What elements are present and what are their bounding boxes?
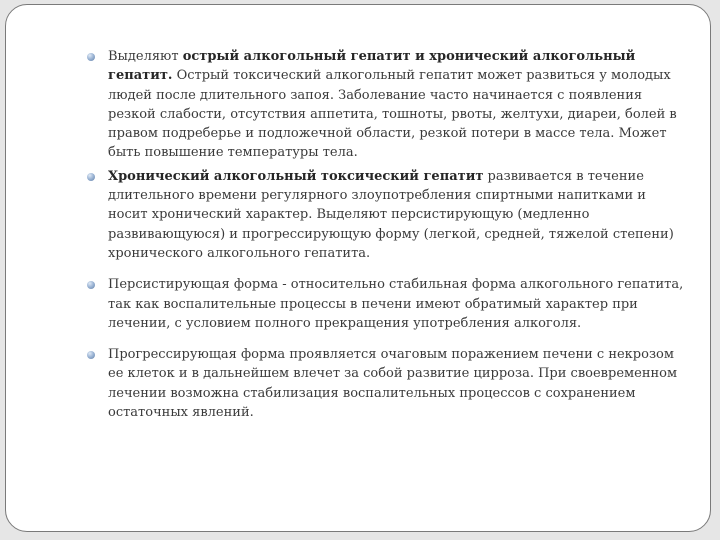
bullet-icon — [87, 281, 95, 289]
item-text-after: Острый токсический алкогольный гепатит может развиться у молодых людей после длительного запоя. Заболевание часто начинается с появления резкой слабости, отсутствия аппетита, тошноты, рвоты, желтухи, диареи, болей в правом подреберье и подложечной области, резкой потери в массе тела. Может быть повышение температуры тела. — [108, 68, 677, 161]
bullet-item-chronic-toxic — [84, 167, 684, 263]
item-text-before: Прогрессирующая форма проявляется очаговым поражением печени с некрозом ее клеток и в дальнейшем влечет за собой развитие цирроза. При своевременном лечении возможна стабилизация воспалительных процессов с сохранением остаточных явлений. — [108, 347, 678, 421]
item-text-before: Персистирующая форма - относительно стабильная форма алкогольного гепатита, так как воспалительные процессы в печени имеют обратимый характер при лечении, с условием полного прекращения употребления алкоголя. — [108, 277, 684, 331]
bullet-item-progressive-form — [84, 345, 684, 422]
bullet-icon — [87, 53, 95, 61]
slide — [5, 4, 711, 532]
bullet-item-acute-and-chronic — [84, 47, 684, 163]
bullet-icon — [87, 351, 95, 359]
bullet-list — [84, 47, 684, 422]
item-text-before: Выделяют — [108, 49, 183, 64]
item-bold-text: Хронический алкогольный токсический гепатит — [108, 168, 484, 184]
item-text-after: развивается в течение длительного времени регулярного злоупотребления спиртными напитками и носит хронический характер. Выделяют персистирующую (медленно развивающуюся) и прогрессирующую форму (легкой, средней, тяжелой степени) хронического алкогольного гепатита. — [108, 168, 674, 261]
bullet-item-persistent-form — [84, 275, 684, 333]
item-bold-text: острый алкогольный гепатит и хронический алкогольный гепатит. — [108, 49, 636, 84]
bullet-icon — [87, 173, 95, 181]
